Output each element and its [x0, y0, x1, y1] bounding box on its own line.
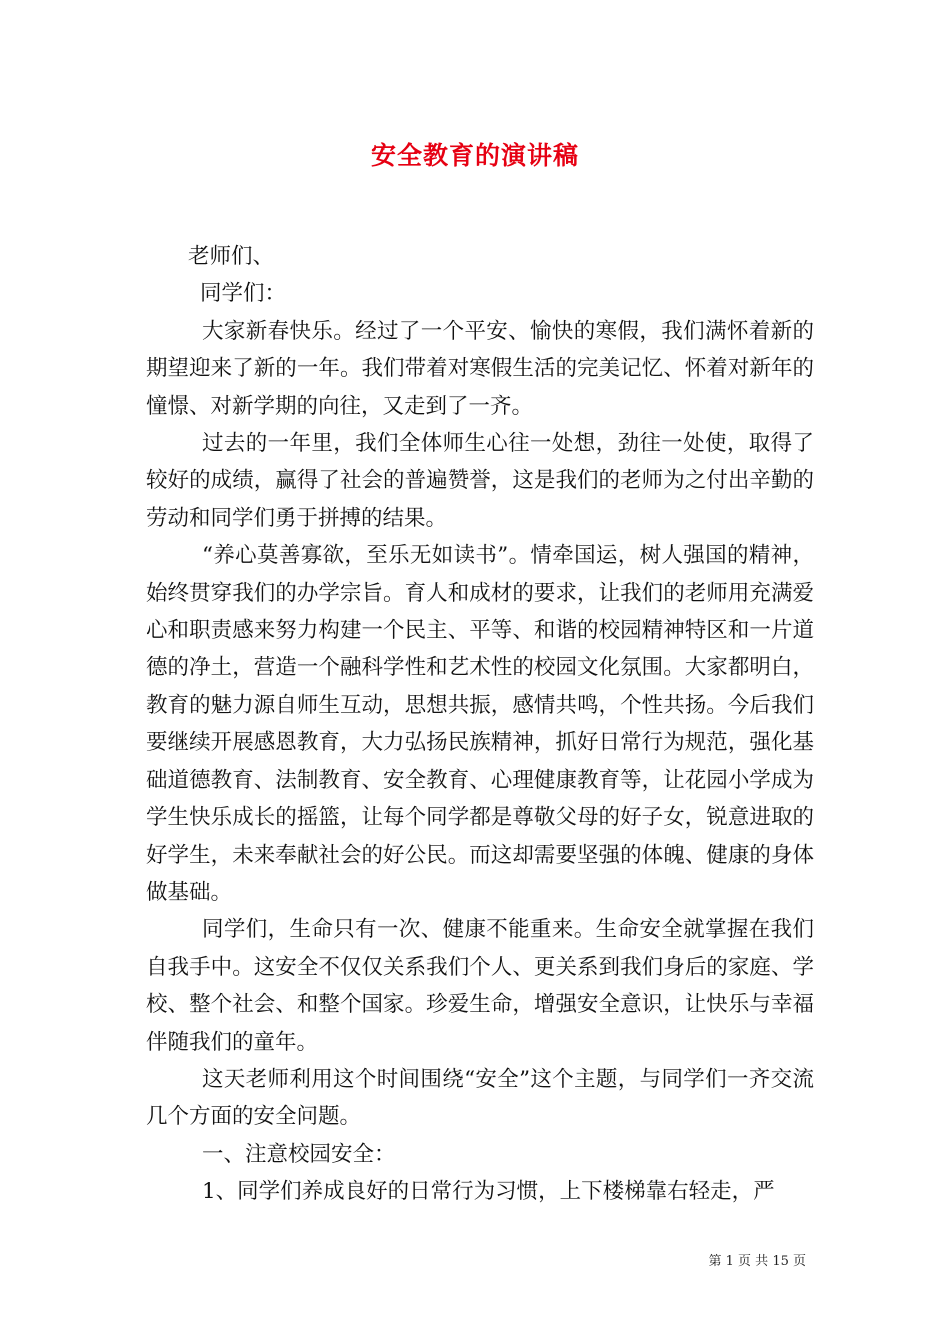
- paragraph-topic-intro: 这天老师利用这个时间围绕“安全”这个主题，与同学们一齐交流几个方面的安全问题。: [146, 1066, 814, 1130]
- document-body: [146, 238, 814, 1211]
- page-number: 第 1 页 共 15 页: [708, 1254, 806, 1269]
- salutation-students: 同学们：: [200, 281, 287, 307]
- list-item-1: 1、同学们养成良好的日常行为习惯，上下楼梯靠右轻走，严: [202, 1179, 775, 1205]
- salutation-teachers: 老师们、: [188, 244, 275, 269]
- paragraph-past-year: 过去的一年里，我们全体师生心往一处想，劲往一处使，取得了较好的成绩，赢得了社会的普遍赞誉，这是我们的老师为之付出辛勤的劳动和同学们勇于拼搏的结果。: [146, 431, 814, 531]
- document-title: 安全教育的演讲稿: [370, 141, 579, 170]
- section-heading-campus-safety: 一、注意校园安全：: [202, 1141, 396, 1167]
- paragraph-education-mission: “养心莫善寡欲，至乐无如读书”。情牵国运，树人强国的精神，始终贯穿我们的办学宗旨。育人和成材的要求，让我们的老师用充满爱心和职责感来努力构建一个民主、平等、和谐的校园精神特区和一片道德的净土，营造一个融科学性和艺术性的校园文化氛围。大家都明白，教育的魅力源自师生互动，思想共振，感情共鸣，个性共扬。今后我们要继续开展感恩教育，大力弘扬民族精神，抓好日常行为规范，强化基础道德教育、法制教育、安全教育、心理健康教育等，让花园小学成为学生快乐成长的摇篮，让每个同学都是尊敬父母的好子女，锐意进取的好学生，未来奉献社会的好公民。而这却需要坚强的体魄、健康的身体做基础。: [146, 543, 814, 905]
- paragraph-greeting: 大家新春快乐。经过了一个平安、愉快的寒假，我们满怀着新的期望迎来了新的一年。我们带着对寒假生活的完美记忆、怀着对新年的憧憬、对新学期的向往，又走到了一齐。: [146, 318, 814, 419]
- paragraph-life-safety: 同学们，生命只有一次、健康不能重来。生命安全就掌握在我们自我手中。这安全不仅仅关系我们个人、更关系到我们身后的家庭、学校、整个社会、和整个国家。珍爱生命，增强安全意识，让快乐与幸福伴随我们的童年。: [146, 917, 814, 1055]
